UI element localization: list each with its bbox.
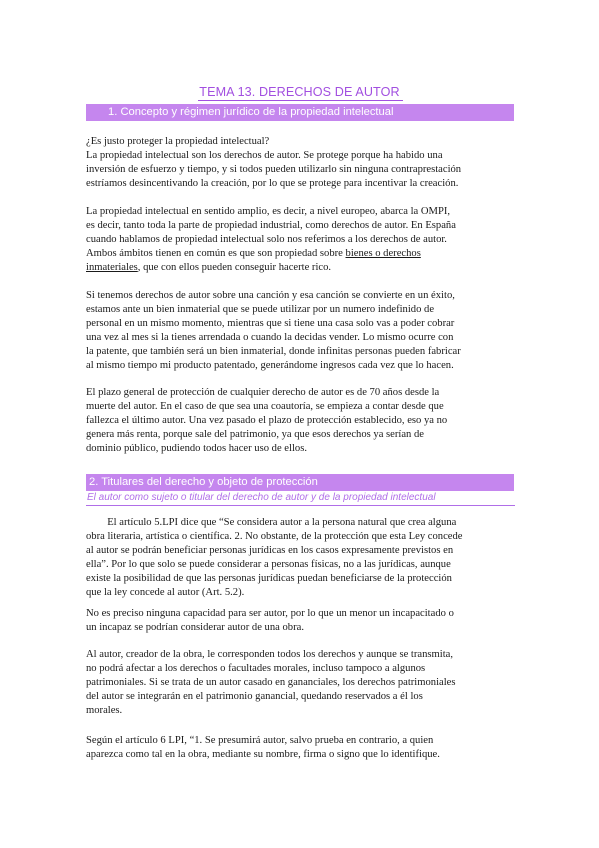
text-line: existe la posibilidad de que las personas jurídicas puedan beneficiarse de la protección (86, 572, 452, 584)
text-line: Si tenemos derechos de autor sobre una canción y esa canción se convierte en un éxito, (86, 290, 455, 301)
text-line: ella”. Por lo que solo se puede considerar a personas físicas, no a las jurídicas, aunque (86, 558, 451, 570)
text-line: una vez al mes si la tienes arrendada o cuando la decidas vender. Lo mismo ocurre con (86, 331, 454, 343)
text-line: La propiedad intelectual en sentido amplio, es decir, a nivel europeo, abarca la OMPI, (86, 206, 451, 217)
text-line: al autor se podrán beneficiar personas jurídicas en los casos expresamente previstos en (86, 544, 454, 556)
text-line (86, 247, 514, 261)
paragraph-5 (86, 516, 514, 599)
paragraph-1 (86, 135, 514, 191)
text-line: no podrá afectar a los derechos o facultades morales, incluso tampoco a algunos (86, 662, 426, 674)
text-line: muerte del autor. En el caso de que sea una coautoría, se empieza a contar desde que (86, 400, 444, 412)
text-line: ¿Es justo proteger la propiedad intelectual? (86, 136, 270, 147)
text-segment: , que con ellos pueden conseguir hacerte rico. (137, 261, 332, 273)
text-line: al mismo tiempo mi producto patentado, generándome ingresos cada vez que lo hacen. (86, 359, 454, 371)
text-line (86, 261, 514, 275)
paragraph-3 (86, 289, 514, 372)
text-line: la patente, que también será un bien inmaterial, donde infinitas personas pueden fabricar (86, 345, 461, 357)
section-2-subheading: El autor como sujeto o titular del derecho de autor y de la propiedad intelectual (86, 491, 515, 506)
underlined-text: inmateriales (86, 261, 138, 273)
paragraph-7 (86, 648, 514, 718)
text-line: inversión de esfuerzo y tiempo, y si todos pueden utilizarlo sin ninguna contraprestación (86, 163, 462, 175)
paragraph-2 (86, 205, 514, 275)
text-line: del autor se integrarán en el patrimonio ganancial, quedando reservados a él los (86, 690, 423, 702)
paragraph-8 (86, 734, 514, 762)
text-line: El artículo 5.LPI dice que “Se considera autor a la persona natural que crea alguna (86, 517, 457, 528)
text-line: estamos ante un bien inmaterial que se puede utilizar por un numero indefinido de (86, 303, 435, 315)
underlined-text: bienes o derechos (345, 247, 421, 259)
text-line: estríamos desincentivando la creación, por lo que se protege para incentivar la creación. (86, 177, 459, 189)
text-line: obra literaria, artística o científica. 2. No obstante, de la protección que esta Ley concede (86, 530, 463, 542)
text-line: No es preciso ninguna capacidad para ser autor, por lo que un menor un incapacitado o (86, 608, 454, 619)
paragraph-6 (86, 607, 514, 635)
text-line: La propiedad intelectual son los derechos de autor. Se protege porque ha habido una (86, 149, 443, 161)
text-line: que la ley concede al autor (Art. 5.2). (86, 586, 245, 598)
text-line: personal en un mismo momento, mientras que si tiene una casa solo vas a poder cobrar (86, 317, 455, 329)
document-title: TEMA 13. DERECHOS DE AUTOR (0, 86, 599, 100)
text-line: aparezca como tal en la obra, mediante su nombre, firma o signo que lo identifique. (86, 748, 440, 760)
text-line: genera más renta, porque sale del patrimonio, ya que esos derechos ya serían de (86, 428, 424, 440)
text-line: morales. (86, 704, 123, 716)
text-line: es decir, tanto toda la parte de propiedad industrial, como derechos de autor. En España (86, 219, 456, 231)
text-line: dominio público, pudiendo todos hacer uso de ellos. (86, 442, 307, 454)
paragraph-4 (86, 386, 514, 456)
text-line: fallezca el último autor. Una vez pasado el plazo de protección establecido, eso ya no (86, 414, 448, 426)
text-line: El plazo general de protección de cualquier derecho de autor es de 70 años desde la (86, 387, 440, 398)
section-1-heading: 1. Concepto y régimen jurídico de la propiedad intelectual (86, 104, 514, 121)
section-2-heading: 2. Titulares del derecho y objeto de protección (86, 474, 514, 491)
text-line: Según el artículo 6 LPI, “1. Se presumirá autor, salvo prueba en contrario, a quien (86, 735, 434, 746)
text-segment: Ambos ámbitos tienen en común es que son propiedad sobre (86, 247, 343, 259)
text-line: cuando hablamos de propiedad intelectual solo nos referimos a los derechos de autor. (86, 233, 447, 245)
text-line: Al autor, creador de la obra, le corresponden todos los derechos y aunque se transmita, (86, 649, 453, 660)
text-line: un incapaz se podrían considerar autor de una obra. (86, 621, 304, 633)
text-line: patrimoniales. Si se trata de un autor casado en gananciales, los derechos patrimoniales (86, 676, 456, 688)
